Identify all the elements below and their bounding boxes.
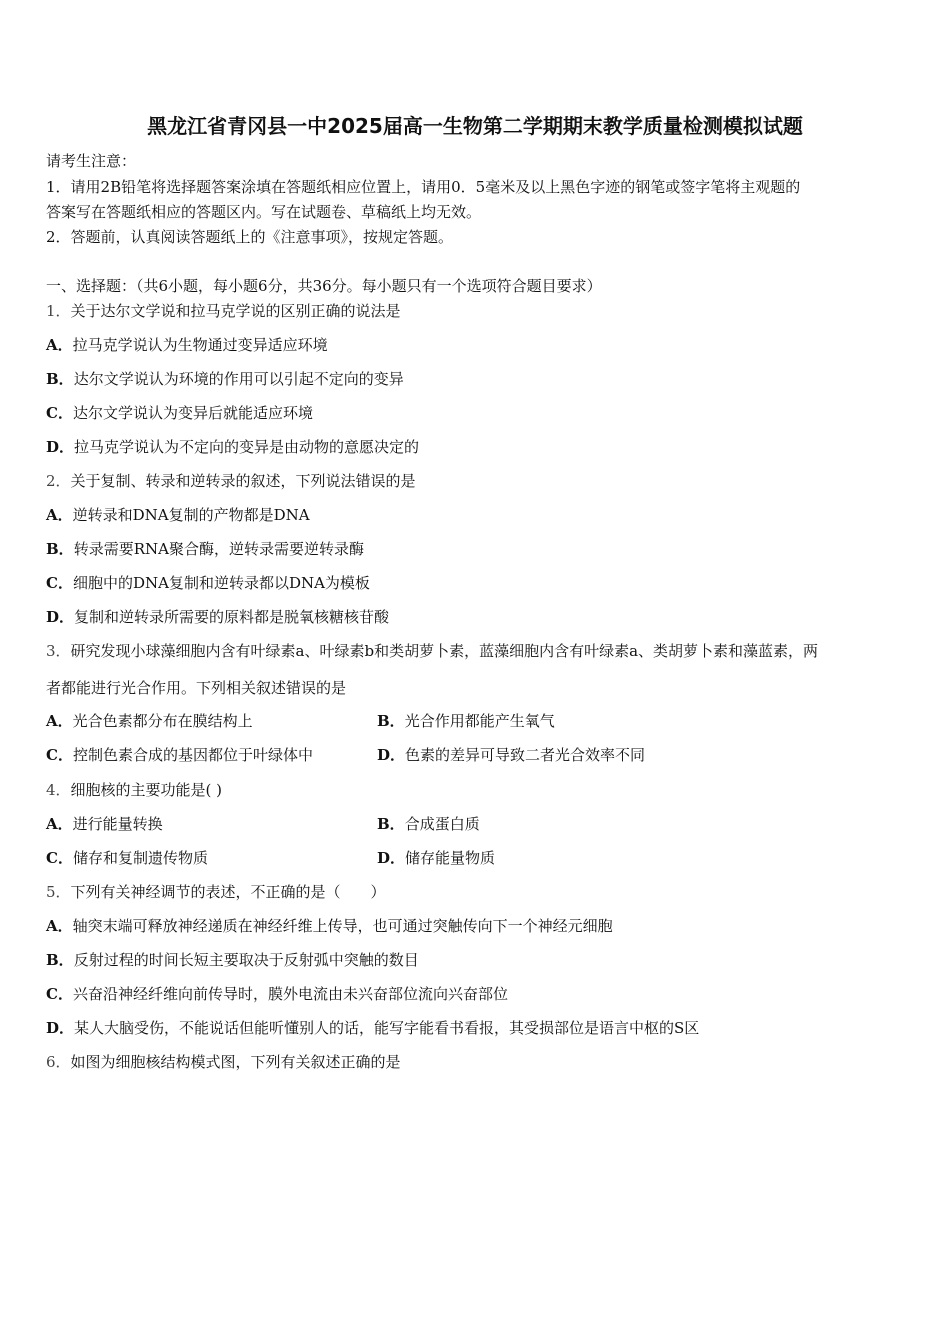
question-4-option-a [46,814,163,834]
option-label: C． [46,849,73,867]
option-text: 某人大脑受伤，不能说话但能听懂别人的话，能写字能看书看报，其受损部位是语言中枢的S区 [74,1019,700,1037]
question-1-option-c [46,403,313,423]
question-number: 6． [46,1053,71,1071]
option-label: B． [377,815,405,833]
question-text: 下列有关神经调节的表述，不正确的是（ ） [70,883,386,901]
question-5-stem [46,882,386,902]
option-label: B． [377,712,405,730]
option-label: A． [46,815,73,833]
option-text: 细胞中的DNA复制和逆转录都以DNA为模板 [72,574,370,592]
option-label: D． [46,438,75,456]
notice-item-1-cont: 答案写在答题纸相应的答题区内。写在试题卷、草稿纸上均无效。 [46,203,482,221]
question-3-option-b [377,711,555,731]
option-label: D． [377,849,406,867]
option-label: D． [377,746,406,764]
option-text: 储存能量物质 [405,849,496,867]
notice-item-1: 1．请用2B铅笔将选择题答案涂填在答题纸相应位置上，请用0．5毫米及以上黑色字迹的钢笔或签字笔将主观题的 [46,178,801,196]
question-3-stem [46,641,818,661]
question-4-option-c [46,848,208,868]
question-1-option-d [46,437,419,457]
option-label: C． [46,574,73,592]
section-heading: 一、选择题：（共6小题，每小题6分，共36分。每小题只有一个选项符合题目要求） [46,277,602,295]
option-text: 逆转录和DNA复制的产物都是DNA [72,506,310,524]
option-text: 拉马克学说认为生物通过变异适应环境 [72,336,328,354]
question-1-option-a [46,335,328,355]
notice-item-2: 2．答题前，认真阅读答题纸上的《注意事项》，按规定答题。 [46,228,454,246]
option-text: 色素的差异可导致二者光合效率不同 [405,746,646,764]
option-text: 达尔文学说认为环境的作用可以引起不定向的变异 [73,370,404,388]
question-3-option-d [377,745,645,765]
option-label: A． [46,506,73,524]
question-4-option-d [377,848,495,868]
option-label: A． [46,336,73,354]
question-6-stem [46,1052,401,1072]
option-text: 光合色素都分布在膜结构上 [72,712,253,730]
option-label: C． [46,746,73,764]
question-2-option-c [46,573,370,593]
question-text: 研究发现小球藻细胞内含有叶绿素a、叶绿素b和类胡萝卜素，蓝藻细胞内含有叶绿素a、类胡萝卜素和藻蓝素，两 [70,642,819,660]
question-5-option-c [46,984,508,1004]
option-text: 反射过程的时间长短主要取决于反射弧中突触的数目 [73,951,419,969]
option-label: C． [46,985,73,1003]
option-text: 控制色素合成的基因都位于叶绿体中 [72,746,313,764]
option-label: D． [46,1019,75,1037]
option-text: 合成蛋白质 [404,815,480,833]
notice-heading: 请考生注意： [46,152,137,170]
question-text: 细胞核的主要功能是( ) [70,781,223,799]
question-4-stem [46,780,222,800]
option-text: 拉马克学说认为不定向的变异是由动物的意愿决定的 [74,438,420,456]
option-text: 转录需要RNA聚合酶，逆转录需要逆转录酶 [73,540,364,558]
option-text: 进行能量转换 [72,815,163,833]
option-text: 兴奋沿神经纤维向前传导时，膜外电流由未兴奋部位流向兴奋部位 [72,985,508,1003]
option-label: B． [46,540,74,558]
question-number: 2． [46,472,71,490]
option-label: A． [46,917,73,935]
option-label: A． [46,712,73,730]
option-label: B． [46,370,74,388]
option-text: 储存和复制遗传物质 [72,849,208,867]
question-2-option-d [46,607,389,627]
question-2-stem [46,471,416,491]
question-text: 如图为细胞核结构模式图，下列有关叙述正确的是 [70,1053,401,1071]
question-text: 关于复制、转录和逆转录的叙述，下列说法错误的是 [70,472,416,490]
exam-title: 黑龙江省青冈县一中2025届高一生物第二学期期末教学质量检测模拟试题 [147,114,803,138]
question-2-option-a [46,505,310,525]
question-5-option-b [46,950,419,970]
option-label: C． [46,404,73,422]
option-label: D． [46,608,75,626]
question-number: 3． [46,642,71,660]
option-text: 复制和逆转录所需要的原料都是脱氧核糖核苷酸 [74,608,390,626]
question-text: 关于达尔文学说和拉马克学说的区别正确的说法是 [70,302,401,320]
question-4-option-b [377,814,480,834]
question-1-option-b [46,369,404,389]
question-3-stem-cont: 者都能进行光合作用。下列相关叙述错误的是 [46,679,347,697]
question-5-option-d [46,1018,699,1038]
question-number: 4． [46,781,71,799]
option-text: 达尔文学说认为变异后就能适应环境 [72,404,313,422]
option-text: 光合作用都能产生氧气 [404,712,555,730]
question-number: 5． [46,883,71,901]
question-3-option-a [46,711,253,731]
question-number: 1． [46,302,71,320]
question-2-option-b [46,539,364,559]
question-3-option-c [46,745,313,765]
question-1-stem [46,301,401,321]
question-5-option-a [46,916,613,936]
option-label: B． [46,951,74,969]
option-text: 轴突末端可释放神经递质在神经纤维上传导，也可通过突触传向下一个神经元细胞 [72,917,613,935]
